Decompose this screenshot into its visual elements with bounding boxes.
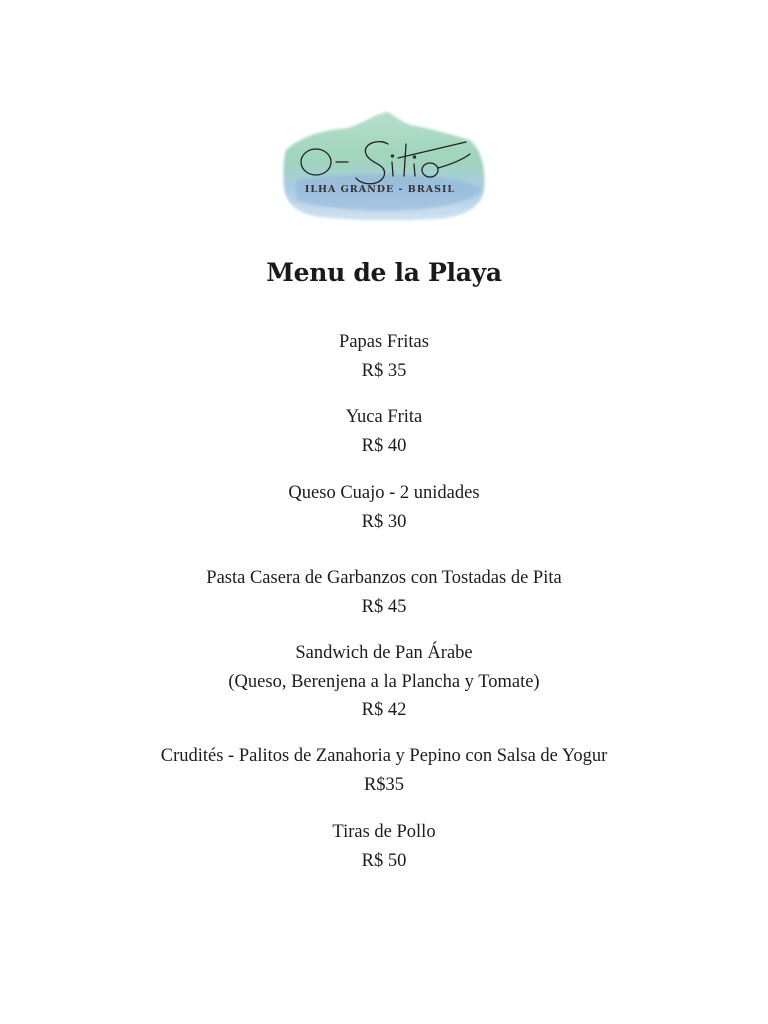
item-name: Yuca Frita	[345, 407, 423, 427]
menu-item	[0, 564, 768, 621]
item-description: (Queso, Berenjena a la Plancha y Tomate)	[228, 671, 540, 692]
logo	[256, 100, 512, 228]
menu-item	[0, 818, 768, 875]
menu-item	[0, 742, 768, 799]
menu-item	[0, 479, 768, 536]
item-name: Crudités - Palitos de Zanahoria y Pepino con Salsa de Yogur	[160, 746, 608, 766]
item-name: Sandwich de Pan Árabe	[295, 643, 473, 663]
item-price: R$ 30	[361, 511, 407, 532]
item-price: R$ 35	[361, 360, 407, 381]
menu-item	[0, 639, 768, 725]
logo-watercolor-image	[256, 100, 512, 228]
item-price: R$35	[363, 774, 405, 795]
item-price: R$ 50	[361, 850, 407, 871]
page-title: Menu de la Playa	[266, 258, 502, 287]
item-price: R$ 45	[361, 596, 407, 617]
item-name: Papas Fritas	[339, 332, 429, 352]
item-name: Pasta Casera de Garbanzos con Tostadas de Pita	[206, 568, 562, 588]
item-price: R$ 42	[361, 700, 407, 720]
item-name: Queso Cuajo - 2 unidades	[288, 483, 480, 503]
svg-text:ILHA GRANDE - BRASIL: ILHA GRANDE - BRASIL	[304, 184, 456, 195]
menu-item	[0, 328, 768, 385]
menu-item	[0, 403, 768, 460]
item-name: Tiras de Pollo	[332, 822, 436, 842]
item-price: R$ 40	[361, 435, 407, 456]
